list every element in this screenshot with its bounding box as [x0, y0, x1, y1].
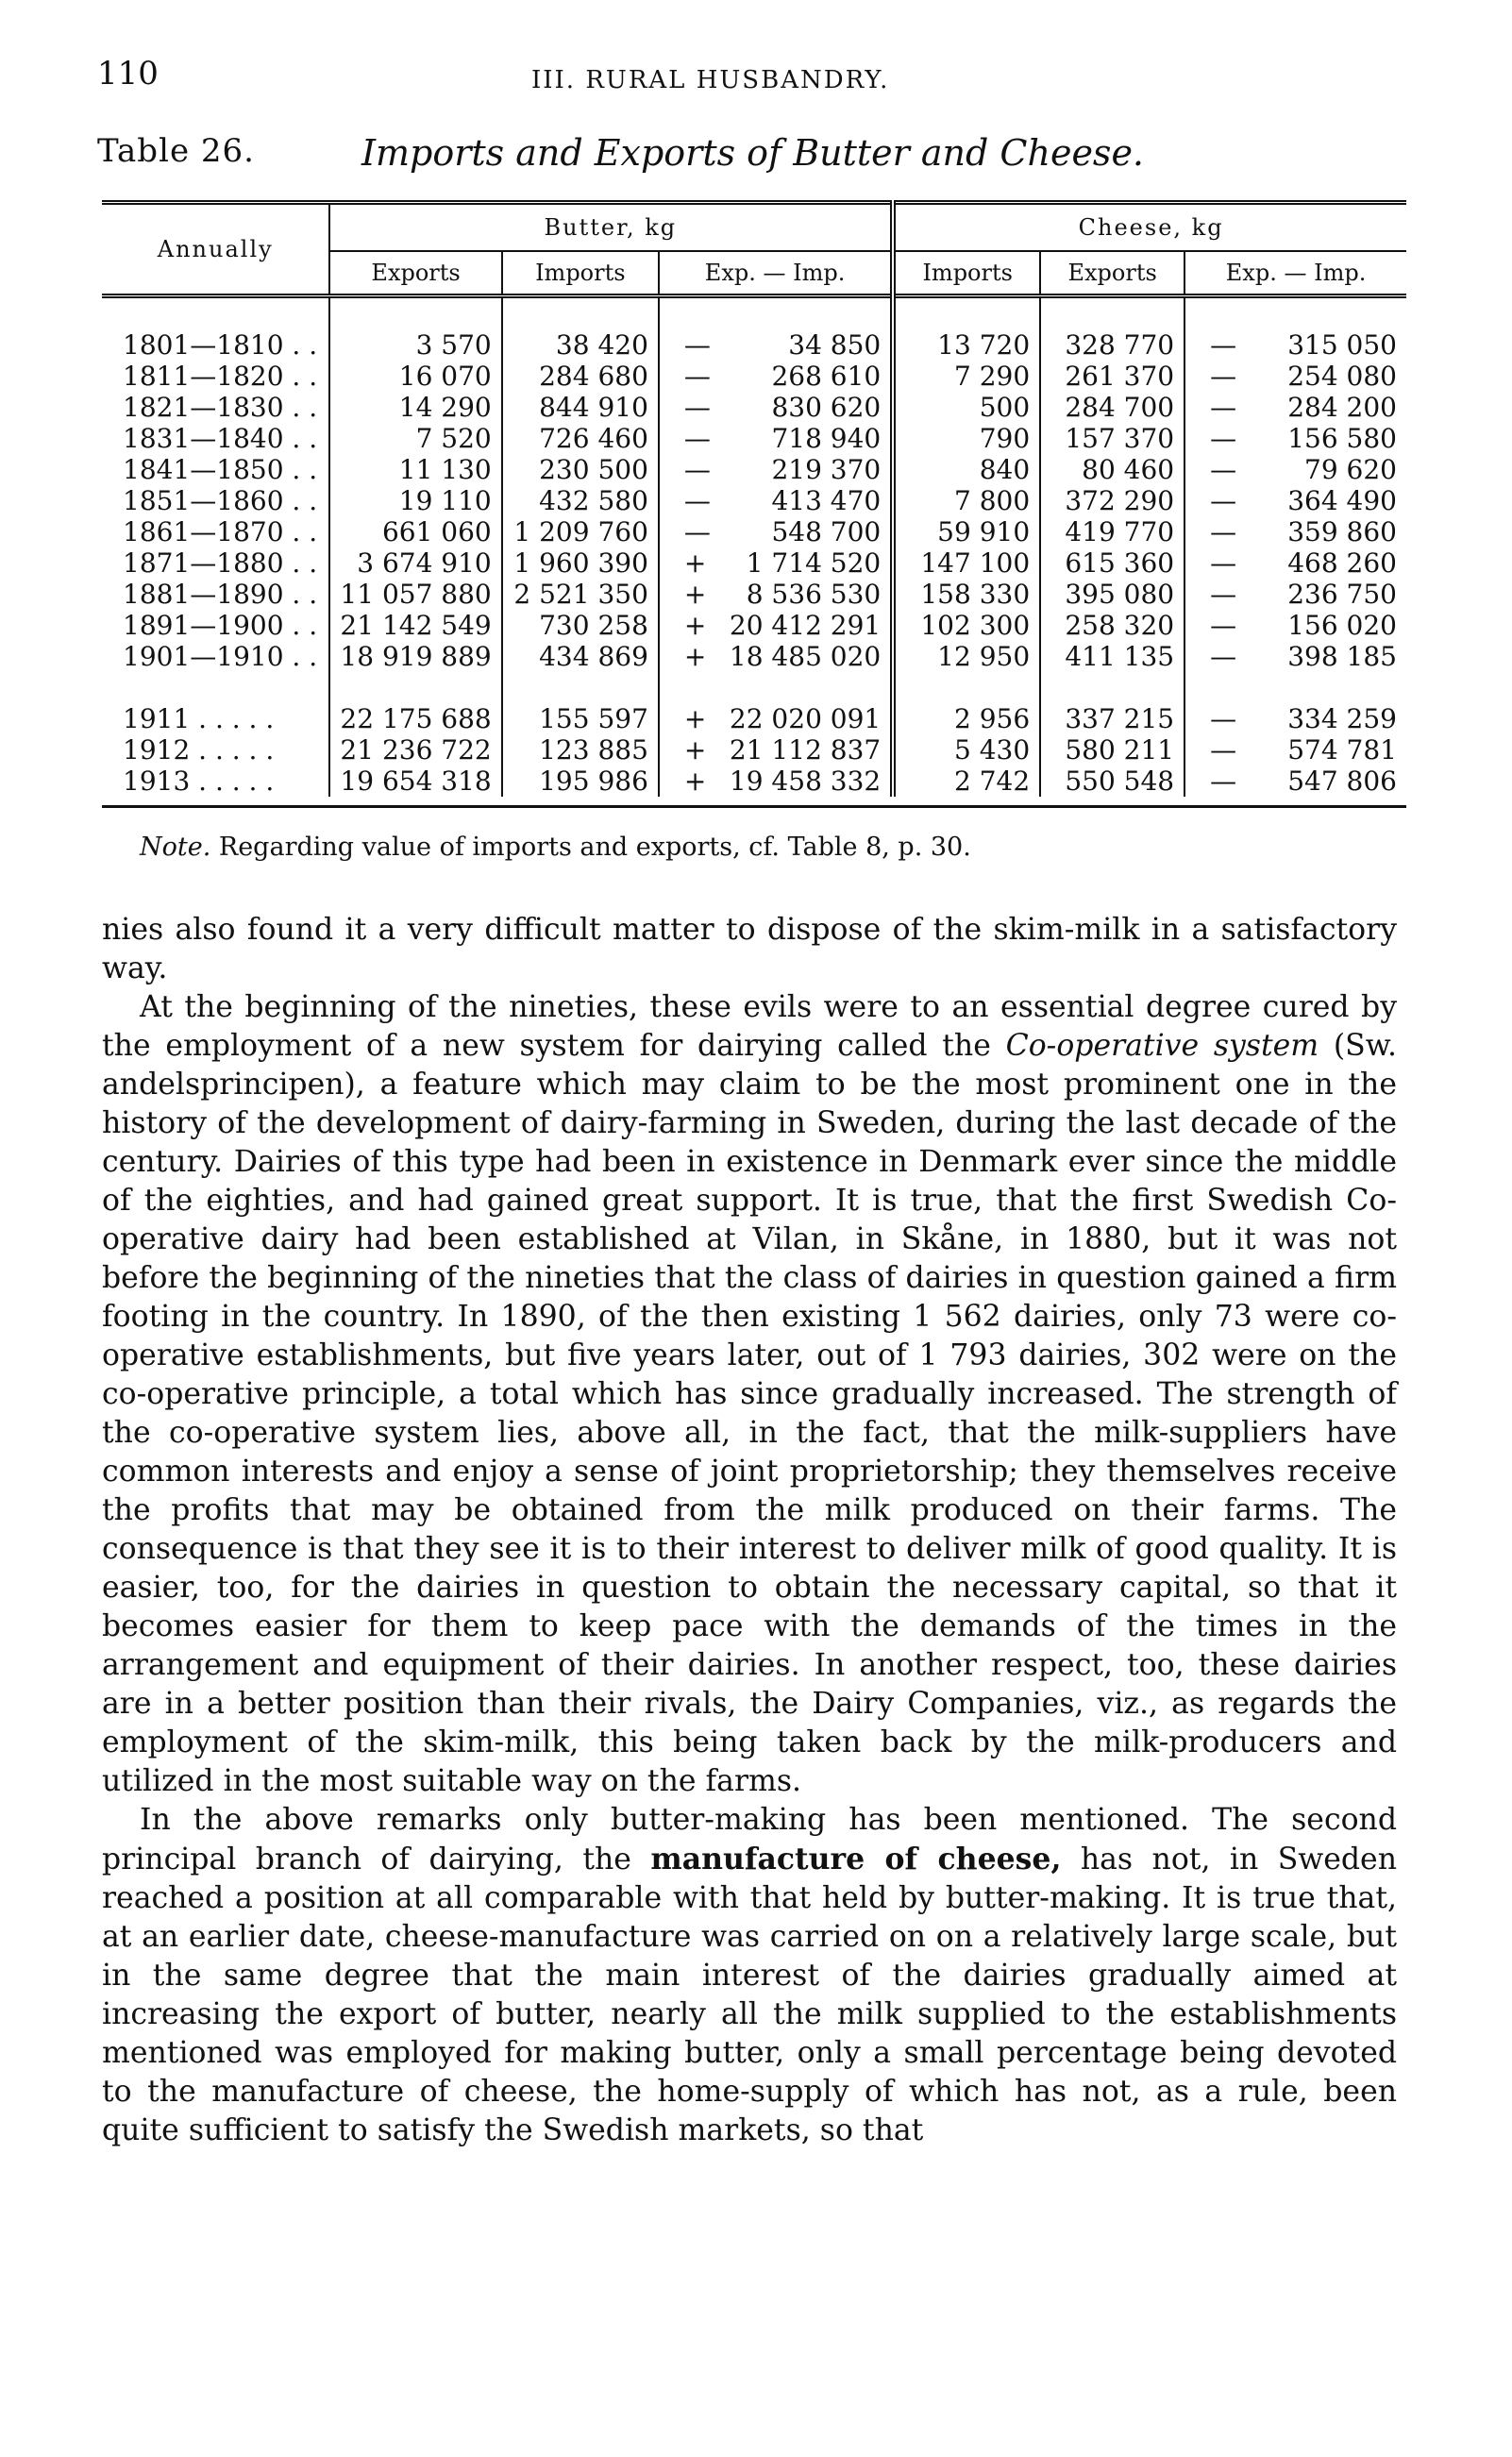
table-cell: 236 750	[1287, 579, 1397, 610]
table-cell: 790	[893, 423, 1040, 454]
table-cell: —	[1184, 734, 1246, 766]
table-cell: 550 548	[1040, 766, 1184, 797]
table-cell: 19 110	[329, 485, 501, 516]
table-label: Table 26.	[97, 132, 255, 170]
data-table-container	[102, 200, 1406, 808]
table-cell: +	[659, 703, 720, 734]
table-cell: —	[659, 392, 720, 423]
table-cell: 156 020	[1287, 610, 1397, 641]
table-title: Imports and Exports of Butter and Cheese.	[361, 132, 1145, 174]
table-cell: 500	[893, 392, 1040, 423]
table-cell: —	[1184, 485, 1246, 516]
table-cell: 726 460	[502, 423, 659, 454]
table-cell: 730 258	[502, 610, 659, 641]
table-cell: 1851—1860 . .	[123, 485, 318, 516]
table-body	[102, 296, 1406, 807]
cheese-exports-header: Exports	[1040, 251, 1184, 296]
table-spacer-row	[102, 296, 1406, 330]
table-cell: 411 135	[1040, 641, 1184, 672]
table-row	[102, 703, 1406, 734]
table-cell: 718 940	[771, 423, 882, 454]
table-row	[102, 579, 1406, 610]
table-cell: 22 175 688	[329, 703, 501, 734]
table-cell: 661 060	[329, 516, 501, 547]
table-cell: —	[1184, 361, 1246, 392]
table-cell: 328 770	[1040, 329, 1184, 361]
table-cell: 395 080	[1040, 579, 1184, 610]
note-label: Note.	[140, 833, 211, 862]
table-cell: 3 674 910	[329, 547, 501, 579]
table-cell: 1801—1810 . .	[123, 329, 318, 361]
paragraph	[102, 1801, 1397, 2150]
table-cell: 1911 . . . . .	[123, 703, 275, 734]
table-cell: 219 370	[771, 454, 882, 485]
table-row	[102, 641, 1406, 672]
paragraph-text: nies also found it a very difficult matter to dispose of the skim-milk in a satisfactory way.	[102, 913, 1397, 985]
table-cell: —	[1184, 641, 1246, 672]
table-cell: —	[1184, 454, 1246, 485]
table-cell: +	[659, 641, 720, 672]
table-cell: 155 597	[502, 703, 659, 734]
table-cell: 7 520	[329, 423, 501, 454]
table-cell: 59 910	[893, 516, 1040, 547]
table-cell: 2 521 350	[502, 579, 659, 610]
table-cell: 1831—1840 . .	[123, 423, 318, 454]
table-cell: —	[1184, 516, 1246, 547]
table-cell: 413 470	[771, 485, 882, 516]
table-cell: 615 360	[1040, 547, 1184, 579]
table-cell: 1811—1820 . .	[123, 361, 318, 392]
table-cell: —	[1184, 392, 1246, 423]
imports-exports-table	[102, 200, 1406, 808]
table-row	[102, 361, 1406, 392]
table-cell: 1913 . . . . .	[123, 766, 275, 797]
butter-diff-header: Exp. — Imp.	[659, 251, 893, 296]
table-cell: 1871—1880 . .	[123, 547, 318, 579]
table-cell: 1821—1830 . .	[123, 392, 318, 423]
table-row	[102, 610, 1406, 641]
table-cell: 34 850	[788, 329, 882, 361]
butter-group-header: Butter, kg	[329, 203, 893, 252]
table-row	[102, 734, 1406, 766]
table-cell: 11 130	[329, 454, 501, 485]
table-row	[102, 329, 1406, 361]
running-head: III. RURAL HUSBANDRY.	[531, 66, 890, 94]
table-cell: 254 080	[1287, 361, 1397, 392]
table-cell: 157 370	[1040, 423, 1184, 454]
table-cell: 284 700	[1040, 392, 1184, 423]
table-row	[102, 454, 1406, 485]
table-cell: 574 781	[1287, 734, 1397, 766]
table-cell: 156 580	[1287, 423, 1397, 454]
table-row	[102, 516, 1406, 547]
table-cell: 158 330	[893, 579, 1040, 610]
table-cell: 38 420	[502, 329, 659, 361]
table-cell: —	[659, 329, 720, 361]
table-cell: 79 620	[1304, 454, 1397, 485]
table-cell: 359 860	[1287, 516, 1397, 547]
emphasis-term: Co-operative system	[1005, 1029, 1319, 1063]
table-cell: —	[1184, 423, 1246, 454]
table-note	[140, 833, 971, 862]
cheese-diff-header: Exp. — Imp.	[1184, 251, 1406, 296]
table-cell: 268 610	[771, 361, 882, 392]
table-cell: —	[659, 423, 720, 454]
table-cell: 364 490	[1287, 485, 1397, 516]
table-cell: —	[659, 516, 720, 547]
table-cell: 3 570	[329, 329, 501, 361]
table-cell: —	[659, 361, 720, 392]
table-spacer-row	[102, 672, 1406, 703]
table-cell: 315 050	[1287, 329, 1397, 361]
page-number: 110	[97, 55, 159, 93]
table-cell: 19 458 332	[729, 766, 882, 797]
table-cell: 1901—1910 . .	[123, 641, 318, 672]
table-cell: 284 680	[502, 361, 659, 392]
table-cell: +	[659, 579, 720, 610]
table-cell: 1891—1900 . .	[123, 610, 318, 641]
table-row	[102, 423, 1406, 454]
table-cell: 547 806	[1287, 766, 1397, 797]
table-cell: 261 370	[1040, 361, 1184, 392]
table-row	[102, 766, 1406, 797]
table-cell: 20 412 291	[729, 610, 882, 641]
table-cell: 123 885	[502, 734, 659, 766]
table-cell: 334 259	[1287, 703, 1397, 734]
note-text: Regarding value of imports and exports, cf. Table 8, p. 30.	[210, 833, 971, 862]
table-cell: 7 290	[893, 361, 1040, 392]
table-cell: 434 869	[502, 641, 659, 672]
table-cell: 284 200	[1287, 392, 1397, 423]
cheese-imports-header: Imports	[893, 251, 1040, 296]
table-row	[102, 547, 1406, 579]
table-cell: 195 986	[502, 766, 659, 797]
table-cell: 337 215	[1040, 703, 1184, 734]
table-cell: +	[659, 547, 720, 579]
table-caption	[97, 132, 1419, 179]
table-cell: +	[659, 610, 720, 641]
paragraph	[102, 988, 1397, 1801]
table-cell: 372 290	[1040, 485, 1184, 516]
table-cell: 1 960 390	[502, 547, 659, 579]
table-cell: 1881—1890 . .	[123, 579, 318, 610]
table-cell: 844 910	[502, 392, 659, 423]
cheese-group-header: Cheese, kg	[893, 203, 1406, 252]
table-cell: 1 714 520	[746, 547, 882, 579]
table-cell: —	[1184, 703, 1246, 734]
table-cell: 830 620	[771, 392, 882, 423]
table-cell: —	[1184, 610, 1246, 641]
table-cell: 21 142 549	[329, 610, 501, 641]
paragraph-text: (Sw. andelsprincipen), a feature which may claim to be the most prominent one in the history of the development of dairy-farming in Sweden, during the last decade of the century. Dairies of this type had been in existence in Denmark ever since the middle of the eighties, and had gained great support. It is true, that the first Swedish Co-operative dairy had been established at Vilan, in Skåne, in 1880, but it was not before the beginning of the nineties that the class of dairies in question gained a firm footing in the country. In 1890, of the then existing 1 562 dairies, only 73 were co-operative establishments, but five years later, out of 1 793 dairies, 302 were on the co-operative principle, a total which has since gradually increased. The strength of the co-operative system lies, above all, in the fact, that the milk-suppliers have common interests and enjoy a sense of joint proprietorship; they themselves receive the profits that may be obtained from the milk produced on their farms. The consequence is that they see it is to their interest to deliver milk of good quality. It is easier, too, for the dairies in question to obtain the necessary capital, so that it becomes easier for them to keep pace with the demands of the times in the arrangement and equipment of their dairies. In another respect, too, these dairies are in a better position than their rivals, the Dairy Companies, viz., as regards the employment of the skim-milk, this being taken back by the milk-producers and utilized in the most suitable way on the farms.	[102, 1029, 1397, 1798]
table-cell: —	[1184, 547, 1246, 579]
table-cell: 1841—1850 . .	[123, 454, 318, 485]
table-cell: 18 919 889	[329, 641, 501, 672]
table-cell: 19 654 318	[329, 766, 501, 797]
table-cell: 5 430	[893, 734, 1040, 766]
table-cell: 580 211	[1040, 734, 1184, 766]
butter-imports-header: Imports	[502, 251, 659, 296]
table-cell: 21 112 837	[729, 734, 882, 766]
table-cell: 12 950	[893, 641, 1040, 672]
table-cell: +	[659, 734, 720, 766]
body-text	[102, 911, 1397, 2150]
table-cell: +	[659, 766, 720, 797]
table-cell: 840	[893, 454, 1040, 485]
table-cell: —	[1184, 766, 1246, 797]
table-cell: —	[1184, 329, 1246, 361]
table-cell: 102 300	[893, 610, 1040, 641]
table-cell: 258 320	[1040, 610, 1184, 641]
butter-exports-header: Exports	[329, 251, 501, 296]
table-cell: 398 185	[1287, 641, 1397, 672]
table-cell: 1912 . . . . .	[123, 734, 275, 766]
table-row	[102, 392, 1406, 423]
table-cell: 18 485 020	[729, 641, 882, 672]
bold-term: manufacture of cheese,	[650, 1842, 1062, 1876]
table-row	[102, 485, 1406, 516]
table-cell: 11 057 880	[329, 579, 501, 610]
table-cell: 147 100	[893, 547, 1040, 579]
table-cell: 16 070	[329, 361, 501, 392]
table-cell: 468 260	[1287, 547, 1397, 579]
row-header: Annually	[102, 203, 329, 296]
table-cell: 230 500	[502, 454, 659, 485]
table-cell: 1861—1870 . .	[123, 516, 318, 547]
page-header	[97, 55, 1419, 111]
table-cell: 432 580	[502, 485, 659, 516]
paragraph-text: In the above remarks only butter-making has been mentioned. The second principal branch of dairying, the	[102, 1803, 1397, 1876]
table-cell: 80 460	[1040, 454, 1184, 485]
table-cell: 14 290	[329, 392, 501, 423]
table-cell: —	[1184, 579, 1246, 610]
table-cell: 2 742	[893, 766, 1040, 797]
table-cell: —	[659, 485, 720, 516]
paragraph-text: has not, in Sweden reached a position at all comparable with that held by butter-making. It is true that, at an earlier date, cheese-manufacture was carried on on a relatively large scale, but in the same degree that the main interest of the dairies gradually aimed at increasing the export of butter, nearly all the milk supplied to the establishments mentioned was employed for making butter, only a small percentage being devoted to the manufacture of cheese, the home-supply of which has not, as a rule, been quite sufficient to satisfy the Swedish markets, so that	[102, 1843, 1397, 2147]
table-cell: 1 209 760	[502, 516, 659, 547]
table-cell: 21 236 722	[329, 734, 501, 766]
table-cell: 2 956	[893, 703, 1040, 734]
table-cell: 8 536 530	[746, 579, 882, 610]
table-cell: 419 770	[1040, 516, 1184, 547]
table-cell: 13 720	[893, 329, 1040, 361]
table-cell: —	[659, 454, 720, 485]
paragraph	[102, 911, 1397, 988]
table-cell: 548 700	[771, 516, 882, 547]
table-cell: 7 800	[893, 485, 1040, 516]
paragraph-text: At the beginning of the nineties, these evils were to an essential degree cured by the employment of a new system for dairying called the	[102, 990, 1397, 1063]
table-cell: 22 020 091	[729, 703, 882, 734]
